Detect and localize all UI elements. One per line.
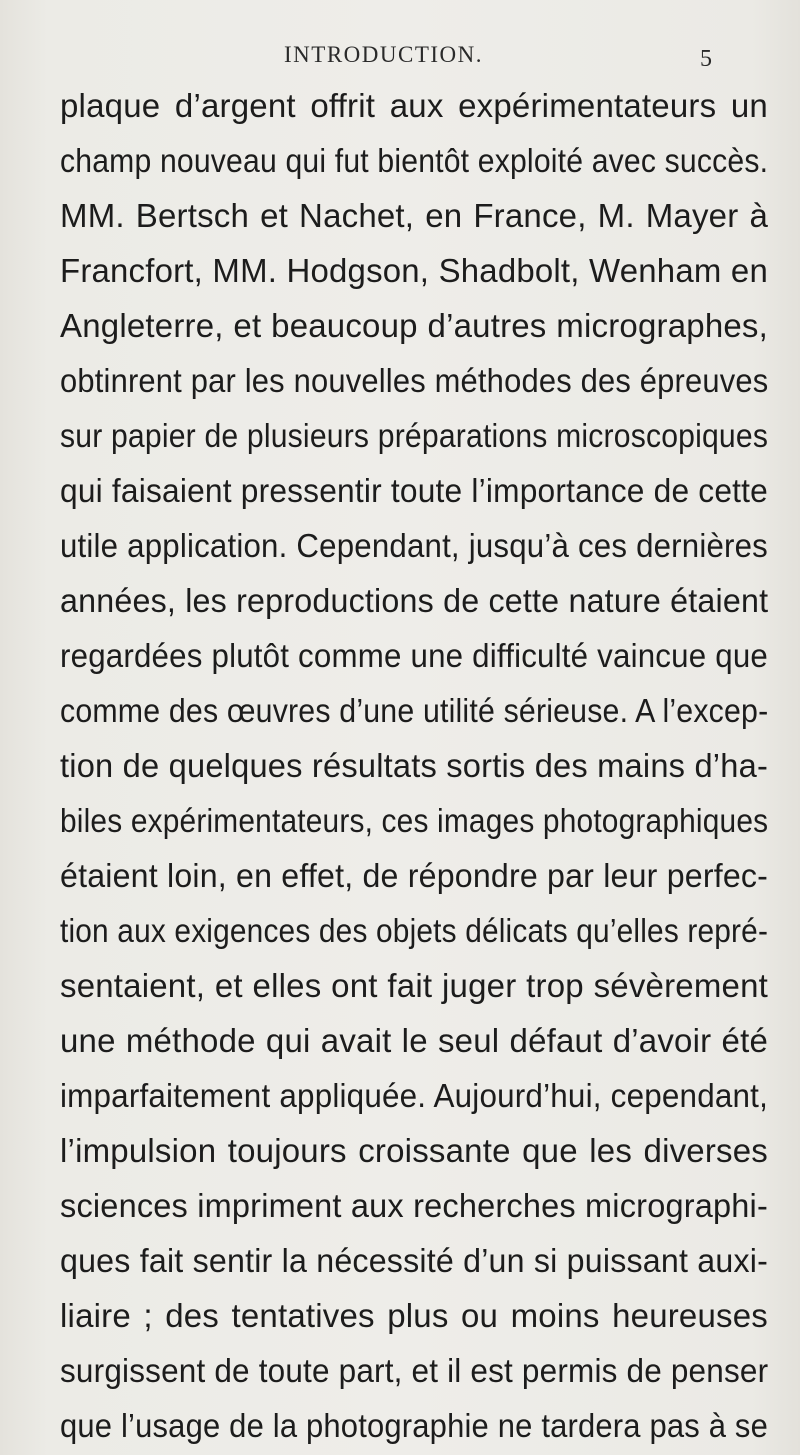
text-line: plaque d’argent offrit aux expérimentateurs un bbox=[60, 87, 768, 124]
text-line: regardées plutôt comme une difficulté vaincue que bbox=[60, 637, 768, 674]
text-line: sciences impriment aux recherches micrographi- bbox=[60, 1187, 768, 1224]
text-line: sur papier de plusieurs préparations microscopiques bbox=[60, 417, 769, 454]
text-line: l’impulsion toujours croissante que les diverses bbox=[60, 1132, 768, 1169]
text-line: imparfaitement appliquée. Aujourd’hui, cependant, bbox=[60, 1077, 768, 1114]
text-line: liaire ; des tentatives plus ou moins heureuses bbox=[60, 1297, 768, 1334]
running-head bbox=[0, 42, 800, 82]
page-number: 5 bbox=[700, 46, 712, 72]
text-line: que l’usage de la photographie ne tardera pas à se bbox=[60, 1407, 768, 1444]
text-line: qui faisaient pressentir toute l’importance de cette bbox=[60, 472, 768, 509]
text-line: Francfort, MM. Hodgson, Shadbolt, Wenham en bbox=[60, 252, 768, 289]
text-line: tion de quelques résultats sortis des mains d’ha- bbox=[60, 747, 769, 784]
text-line: sentaient, et elles ont fait juger trop sévèrement bbox=[60, 967, 768, 1004]
text-line: comme des œuvres d’une utilité sérieuse. A l’excep- bbox=[60, 692, 769, 729]
text-line: années, les reproductions de cette nature étaient bbox=[60, 582, 769, 619]
text-line: biles expérimentateurs, ces images photographiques bbox=[60, 802, 769, 839]
body-text bbox=[60, 78, 770, 1453]
text-line: champ nouveau qui fut bientôt exploité avec succès. bbox=[60, 142, 769, 179]
text-line: une méthode qui avait le seul défaut d’avoir été bbox=[60, 1022, 768, 1059]
text-line: étaient loin, en effet, de répondre par leur perfec- bbox=[60, 857, 769, 894]
text-line: tion aux exigences des objets délicats qu’elles repré- bbox=[60, 912, 769, 949]
header-title: INTRODUCTION. bbox=[284, 42, 484, 67]
text-line: Angleterre, et beaucoup d’autres micrographes, bbox=[60, 307, 768, 344]
text-line: ques fait sentir la nécessité d’un si puissant auxi- bbox=[60, 1242, 768, 1279]
text-line: MM. Bertsch et Nachet, en France, M. Mayer à bbox=[60, 197, 768, 234]
text-line: surgissent de toute part, et il est permis de penser bbox=[60, 1352, 769, 1389]
text-line: utile application. Cependant, jusqu’à ces dernières bbox=[60, 527, 768, 564]
text-line: obtinrent par les nouvelles méthodes des épreuves bbox=[60, 362, 769, 399]
